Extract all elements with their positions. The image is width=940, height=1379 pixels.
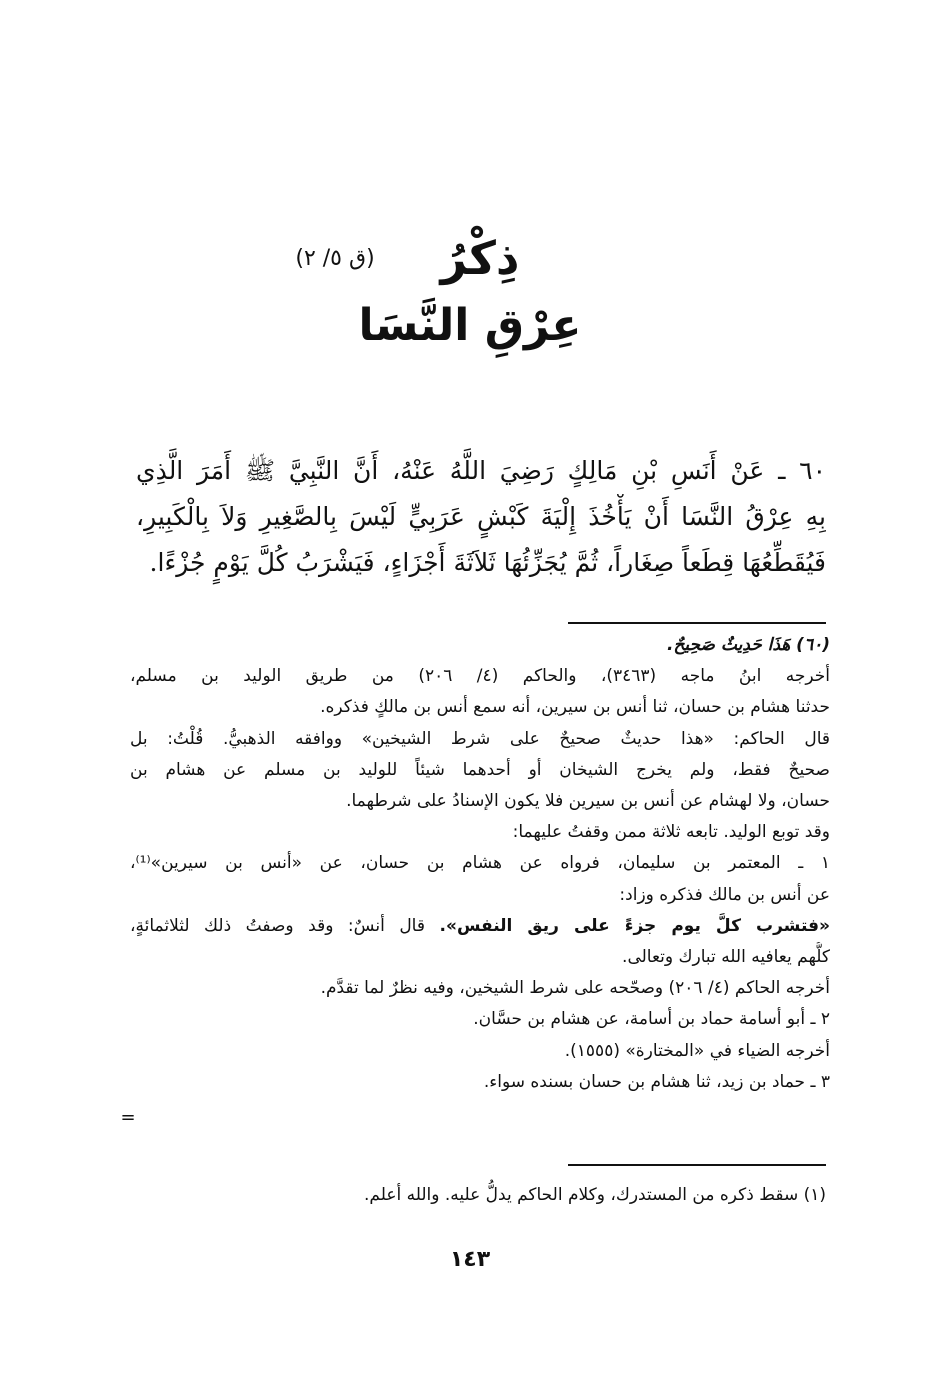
commentary-line: ٣ ـ حماد بن زيد، ثنا هشام بن حسان بسنده سواء. bbox=[483, 1071, 830, 1092]
chapter-heading-dhikr: ذِكْرُ bbox=[440, 231, 520, 285]
commentary-heading: (٦٠) هَذَا حَدِيثٌ صَحِيحٌ. bbox=[666, 635, 830, 655]
page-number: ١٤٣ bbox=[449, 1247, 491, 1272]
hadith-line: بِهِ عِرْقُ النَّسَا أَنْ يَأْخُذَ إِلْيَةَ كَبْشٍ عَرَبِيٍّ لَيْسَ بِالصَّغِيرِ وَلاَ بِالْكَبِيرِ، bbox=[136, 502, 826, 531]
hadith-line: فَيُقَطِّعُهَا قِطَعاً صِغَاراً، ثُمَّ يُجَزِّئُهَا ثَلاَثَةَ أَجْزَاءٍ، فَيَشْرَبُ كُلَّ يَوْمٍ جُزْءًا. bbox=[149, 548, 826, 577]
manuscript-reference: (ق ٥/ ٢) bbox=[295, 246, 375, 271]
commentary-line: أخرجه ابنُ ماجه (٣٤٦٣)، والحاكم (٤/ ٢٠٦) من طريق الوليد بن مسلم، bbox=[130, 666, 830, 687]
commentary-line: صحيحٌ فقط، ولم يخرج الشيخان أو أحدهما شيئاً للوليد بن مسلم عن هشام بن bbox=[130, 759, 830, 780]
commentary-line: قال الحاكم: «هذا حديثٌ صحيحٌ على شرط الشيخين» ووافقه الذهبيُّ. قُلْتُ: بل bbox=[130, 728, 830, 749]
commentary-line: حدثنا هشام بن حسان، ثنا أنس بن سيرين، أنه سمع أنس بن مالكٍ فذكره. bbox=[320, 697, 830, 718]
commentary-line: أخرجه الحاكم (٤/ ٢٠٦) وصحّحه على شرط الشيخين، وفيه نظرٌ لما تقدَّم. bbox=[320, 978, 830, 999]
commentary-line: ١ ـ المعتمر بن سليمان، فرواه عن هشام بن حسان، عن «أنس بن سيرين»⁽¹⁾، bbox=[130, 853, 830, 874]
footnote: (١) سقط ذكره من المستدرك، وكلام الحاكم يدلُّ عليه. والله أعلم. bbox=[363, 1185, 826, 1205]
footnote-separator bbox=[568, 1164, 826, 1166]
continuation-mark: = bbox=[120, 1107, 136, 1128]
commentary bbox=[130, 630, 830, 1098]
commentary-line: وقد توبع الوليد. تابعه ثلاثة ممن وقفتُ عليهما: bbox=[512, 822, 830, 843]
commentary-line: كلُّهم يعافيه الله تبارك وتعالى. bbox=[622, 947, 830, 968]
quote-tail: قال أنسٌ: وقد وصفتُ ذلك لثلاثمائةٍ، bbox=[130, 915, 440, 936]
hadith-line: ٦٠ ـ عَنْ أَنَسِ بْنِ مَالِكٍ رَضِيَ اللَّهُ عَنْهُ، أَنَّ النَّبِيَّ ﷺ أَمَرَ الَّذِي bbox=[136, 456, 826, 485]
footnote-separator bbox=[568, 622, 826, 624]
bold-quote: «فتشرب كلَّ يوم جزءً على ريق النفس». bbox=[439, 915, 830, 936]
commentary-line: حسان، ولا لهشام عن أنس بن سيرين فلا يكون الإسنادُ على شرطهما. bbox=[346, 791, 830, 812]
commentary-line: أخرجه الضياء في «المختارة» (١٥٥٥). bbox=[564, 1040, 830, 1061]
hadith-text bbox=[136, 448, 826, 586]
commentary-line: عن أنس بن مالك فذكره وزاد: bbox=[619, 884, 830, 905]
commentary-line: ٢ ـ أبو أسامة حماد بن أسامة، عن هشام بن حسَّان. bbox=[473, 1009, 830, 1030]
commentary-quote-line bbox=[130, 911, 830, 942]
chapter-title: عِرْقِ النَّسَا bbox=[358, 300, 582, 351]
